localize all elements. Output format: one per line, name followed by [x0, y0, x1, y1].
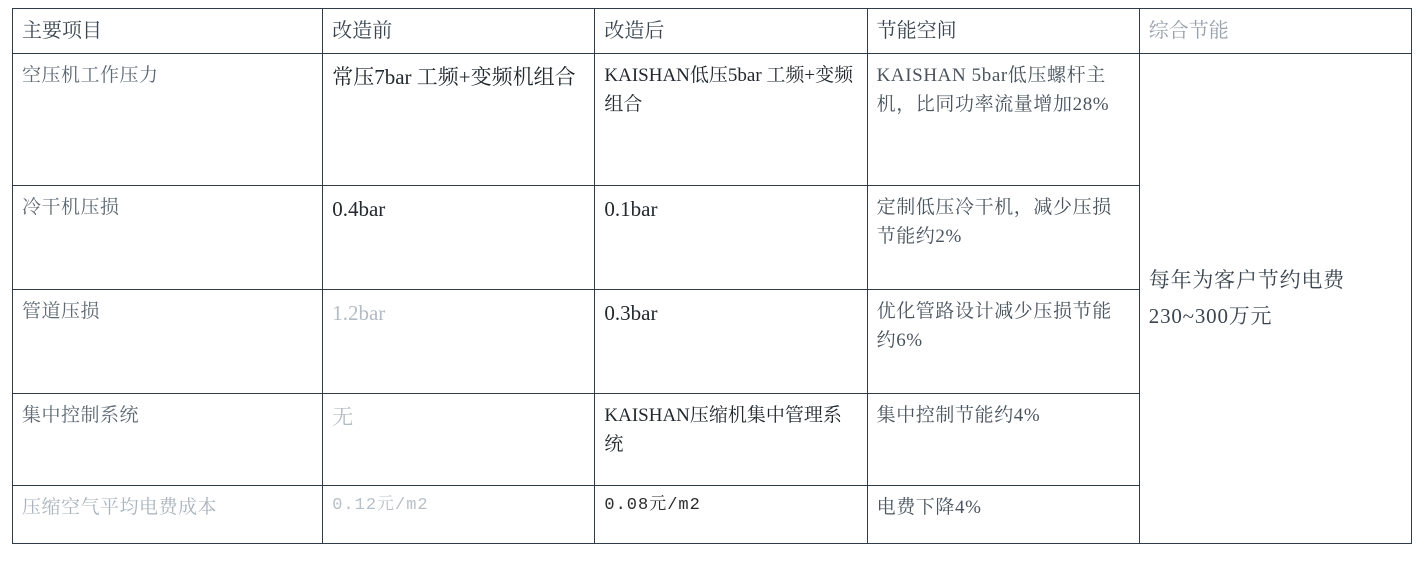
- header-cell-saving: [867, 9, 1139, 54]
- header-cell-before: [323, 9, 595, 54]
- before-value-4: 无: [332, 405, 354, 429]
- cell-item-2: [13, 186, 323, 290]
- cell-item-5: [13, 486, 323, 544]
- item-label-3: 管道压损: [22, 301, 101, 322]
- table-row: [13, 54, 1412, 186]
- item-label-5: 压缩空气平均电费成本: [22, 497, 218, 518]
- energy-comparison-table: [12, 8, 1412, 544]
- item-label-4: 集中控制系统: [22, 405, 140, 426]
- header-label-after: 改造后: [604, 20, 665, 42]
- cell-saving-4: [867, 394, 1139, 486]
- cell-item-4: [13, 394, 323, 486]
- header-label-summary: 综合节能: [1148, 20, 1229, 42]
- saving-note-4: 集中控制节能约4%: [876, 405, 1041, 426]
- cell-before-5: [323, 486, 595, 544]
- cell-saving-2: [867, 186, 1139, 290]
- cell-overall-summary: [1139, 54, 1411, 544]
- header-label-before: 改造前: [332, 20, 393, 42]
- header-cell-summary: [1139, 9, 1411, 54]
- after-value-1: KAISHAN低压5bar 工频+变频组合: [604, 65, 854, 116]
- saving-note-3: 优化管路设计减少压损节能约6%: [876, 301, 1112, 352]
- cell-before-3: [323, 290, 595, 394]
- cell-after-1: [595, 54, 867, 186]
- header-cell-item: [13, 9, 323, 54]
- table-header-row: [13, 9, 1412, 54]
- cell-saving-3: [867, 290, 1139, 394]
- before-value-2: 0.4bar: [332, 197, 386, 221]
- cell-after-4: [595, 394, 867, 486]
- cell-after-2: [595, 186, 867, 290]
- item-label-1: 空压机工作压力: [22, 65, 159, 86]
- cell-item-3: [13, 290, 323, 394]
- cell-item-1: [13, 54, 323, 186]
- header-label-saving: 节能空间: [876, 20, 957, 42]
- saving-note-5: 电费下降4%: [876, 497, 982, 518]
- header-cell-after: [595, 9, 867, 54]
- saving-note-1: KAISHAN 5bar低压螺杆主机，比同功率流量增加28%: [876, 65, 1110, 116]
- overall-summary-text: 每年为客户节约电费230~300万元: [1148, 268, 1345, 328]
- cell-after-3: [595, 290, 867, 394]
- after-value-2: 0.1bar: [604, 197, 658, 221]
- cell-saving-5: [867, 486, 1139, 544]
- before-value-1: 常压7bar 工频+变频机组合: [332, 65, 576, 89]
- before-value-3: 1.2bar: [332, 301, 386, 325]
- after-value-4: KAISHAN压缩机集中管理系统: [604, 405, 842, 456]
- saving-note-2: 定制低压冷干机，减少压损节能约2%: [876, 197, 1112, 248]
- cell-before-1: [323, 54, 595, 186]
- after-value-5: 0.08元/m2: [604, 496, 701, 515]
- before-value-5: 0.12元/m2: [332, 496, 429, 515]
- header-label-item: 主要项目: [22, 20, 102, 42]
- cell-saving-1: [867, 54, 1139, 186]
- cell-before-2: [323, 186, 595, 290]
- document-page: [0, 8, 1423, 583]
- cell-after-5: [595, 486, 867, 544]
- item-label-2: 冷干机压损: [22, 197, 120, 218]
- cell-before-4: [323, 394, 595, 486]
- after-value-3: 0.3bar: [604, 301, 658, 325]
